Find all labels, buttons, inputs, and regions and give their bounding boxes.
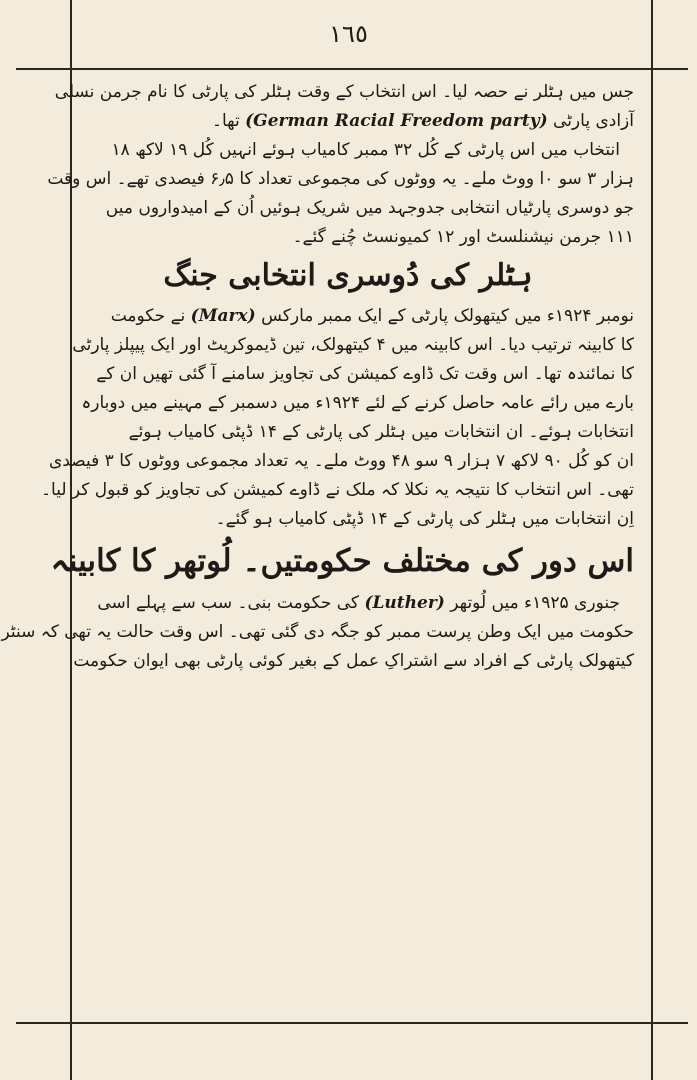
latin-term: (Marx) (190, 306, 256, 326)
text-line (62, 306, 634, 326)
latin-term: (German Racial Freedom party) (245, 111, 548, 131)
frame-rule-bottom (16, 1022, 688, 1024)
text-line: کا نمائندہ تھا۔ اس وقت تک ڈاوے کمیشن کی تجاویز سامنے آ گئی تھیں ان کے (96, 364, 634, 384)
section-heading: اس دور کی مختلف حکومتیں۔ لُوتھر کا کابینہ (50, 543, 634, 579)
text-fragment: کی حکومت بنی۔ سب سے پہلے اسی (97, 593, 360, 613)
text-line: ہزار ۳ سو ۰ا ووٹ ملے۔ یہ ووٹوں کی مجموعی تعداد کا ۶٫۵ فیصدی تھے۔ اس وقت (47, 169, 634, 189)
page-number: ١٦٥ (329, 20, 368, 48)
text-line: ۱۱۱ جرمن نیشنلسٹ اور ۱۲ کمیونسٹ چُنے گئے۔ (292, 227, 634, 247)
text-line: اِن انتخابات میں ہٹلر کی پارٹی کے ۱۴ ڈپٹی کامیاب ہو گئے۔ (215, 509, 634, 529)
latin-term: (Luther) (364, 593, 445, 613)
text-fragment: نے حکومت (110, 306, 186, 326)
text-line: جو دوسری پارٹیاں انتخابی جدوجہد میں شریک ہوئیں اُن کے امیدواروں میں (105, 198, 634, 218)
text-line: کا کابینہ ترتیب دیا۔ اس کابینہ میں ۴ کیتھولک، تین ڈیموکریٹ اور ایک پیپلز پارٹی (72, 335, 634, 355)
text-fragment: جنوری ۱۹۲۵ء میں لُوتھر (450, 593, 620, 613)
text-line: تھی۔ اس انتخاب کا نتیجہ یہ نکلا کہ ملک نے ڈاوے کمیشن کی تجاویز کو قبول کر لیا۔ (41, 480, 634, 500)
section-2 (41, 306, 634, 529)
frame-rule-top (16, 68, 688, 70)
page-body (1, 82, 634, 1012)
section-heading: ہٹلر کی دُوسری انتخابی جنگ (163, 258, 533, 293)
text-line: ان کو کُل ۹۰ لاکھ ۷ ہزار ۹ سو ۴۸ ووٹ ملے۔ یہ تعداد مجموعی ووٹوں کا ۳ فیصدی (49, 451, 634, 471)
text-line: حکومت میں ایک وطن پرست ممبر کو جگہ دی گئی تھی۔ اس وقت حالت یہ تھی کہ سنٹر (1, 622, 634, 642)
text-line: جس میں ہٹلر نے حصہ لیا۔ اس انتخاب کے وقت ہٹلر کی پارٹی کا نام جرمن نسلی (54, 82, 634, 102)
text-line (62, 111, 634, 131)
text-line: کیتھولک پارٹی کے افراد سے اشتراکِ عمل کے بغیر کوئی پارٹی بھی ایوان حکومت (73, 651, 634, 671)
text-line (62, 593, 634, 613)
text-fragment: تھا۔ (212, 111, 240, 131)
text-line: انتخاب میں اس پارٹی کے کُل ۳۲ ممبر کامیاب ہوئے انہیں کُل ۱۹ لاکھ ۱۸ (111, 140, 620, 160)
section-3 (1, 593, 634, 671)
text-fragment: نومبر ۱۹۲۴ء میں کیتھولک پارٹی کے ایک ممبر مارکس (261, 306, 634, 326)
text-line: بارے میں رائے عامہ حاصل کرنے کے لئے ۱۹۲۴ء میں دسمبر کے مہینے میں دوبارہ (81, 393, 634, 413)
text-line: انتخابات ہوئے۔ ان انتخابات میں ہٹلر کی پارٹی کے ۱۴ ڈپٹی کامیاب ہوئے (128, 422, 634, 442)
text-fragment: آزادی پارٹی (553, 111, 634, 131)
frame-rule-right (651, 0, 653, 1080)
section-1 (47, 82, 634, 247)
